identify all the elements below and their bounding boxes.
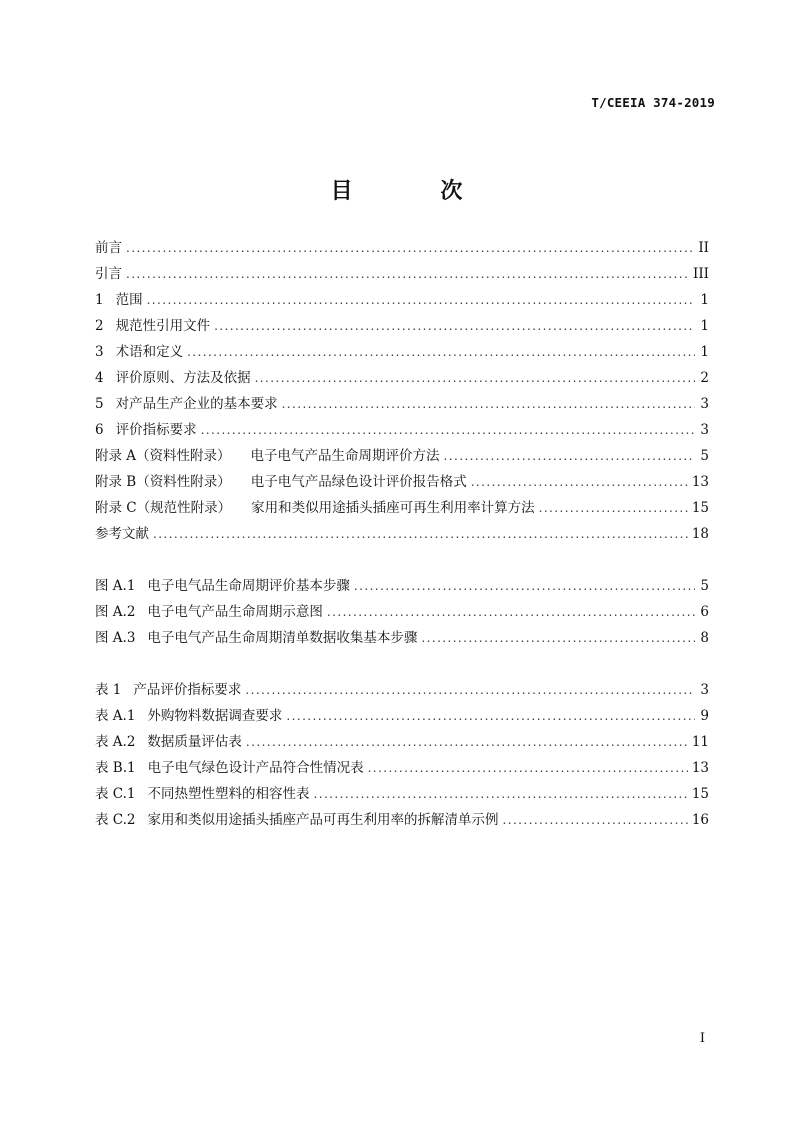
page-title: 目 次 — [330, 179, 503, 204]
entry-number: 表 B.1 — [95, 760, 136, 776]
toc-entry-references[interactable] — [95, 521, 709, 547]
toc-entry-introduction[interactable] — [95, 261, 709, 287]
dot-leader — [255, 365, 695, 391]
entry-page: 1 — [700, 318, 709, 334]
dot-leader — [126, 261, 689, 287]
dot-leader — [187, 339, 695, 365]
entry-number: 表 C.2 — [95, 812, 136, 828]
entry-text: 电子电气绿色设计产品符合性情况表 — [147, 760, 364, 776]
entry-number: 图 A.1 — [95, 578, 136, 594]
entry-text: 参考文献 — [95, 526, 149, 542]
toc-tables — [95, 677, 709, 833]
entry-page: 5 — [700, 578, 709, 594]
dot-leader — [153, 521, 688, 547]
entry-page: III — [693, 266, 709, 282]
entry-page: 16 — [691, 812, 709, 828]
entry-text: 电子电气产品绿色设计评价报告格式 — [250, 474, 467, 490]
entry-page: 13 — [691, 474, 709, 490]
entry-number: 表 A.1 — [95, 708, 136, 724]
dot-leader — [421, 625, 695, 651]
entry-page: 8 — [700, 630, 709, 646]
toc-entry-section-6[interactable] — [95, 417, 709, 443]
entry-text: 家用和类似用途插头插座产品可再生利用率的拆解清单示例 — [147, 812, 499, 828]
entry-text: 电子电气产品生命周期清单数据收集基本步骤 — [147, 630, 418, 646]
entry-page: 3 — [700, 396, 709, 412]
toc-entry-table-c1[interactable] — [95, 781, 709, 807]
entry-page: 9 — [700, 708, 709, 724]
toc-entry-appendix-c[interactable] — [95, 495, 709, 521]
entry-number: 图 A.3 — [95, 630, 136, 646]
entry-text: 外购物料数据调查要求 — [147, 708, 283, 724]
toc-entry-section-5[interactable] — [95, 391, 709, 417]
entry-page: 15 — [691, 500, 709, 516]
toc-entry-figure-a3[interactable] — [95, 625, 709, 651]
entry-page: 15 — [691, 786, 709, 802]
dot-leader — [354, 573, 695, 599]
entry-text: 电子电气产品生命周期评价方法 — [250, 448, 440, 464]
entry-page: 2 — [700, 370, 709, 386]
entry-text: 范围 — [115, 292, 143, 308]
toc-sections — [95, 235, 709, 547]
dot-leader — [286, 703, 695, 729]
entry-text: 引言 — [95, 266, 122, 282]
entry-number: 表 A.2 — [95, 734, 136, 750]
toc-entry-foreword[interactable] — [95, 235, 709, 261]
entry-text: 规范性引用文件 — [115, 318, 211, 334]
entry-page: 5 — [700, 448, 709, 464]
dot-leader — [126, 235, 694, 261]
entry-number: 2 — [95, 318, 104, 334]
toc-entry-section-1[interactable] — [95, 287, 709, 313]
entry-text: 家用和类似用途插头插座可再生利用率计算方法 — [251, 500, 535, 516]
entry-text: 产品评价指标要求 — [133, 682, 242, 698]
toc-entry-table-1[interactable] — [95, 677, 709, 703]
entry-text: 前言 — [95, 240, 122, 256]
entry-number: 3 — [95, 344, 104, 360]
entry-text: 电子电气品生命周期评价基本步骤 — [147, 578, 350, 594]
entry-page: II — [698, 240, 709, 256]
entry-page: 11 — [691, 734, 709, 750]
entry-number: 附录 C（规范性附录） — [95, 500, 232, 516]
dot-leader — [214, 313, 695, 339]
entry-text: 不同热塑性塑料的相容性表 — [147, 786, 310, 802]
entry-page: 1 — [700, 344, 709, 360]
entry-text: 电子电气产品生命周期示意图 — [147, 604, 323, 620]
toc-entry-table-a1[interactable] — [95, 703, 709, 729]
toc-entry-appendix-b[interactable] — [95, 469, 709, 495]
toc-entry-table-c2[interactable] — [95, 807, 709, 833]
toc-entry-table-a2[interactable] — [95, 729, 709, 755]
toc-entry-section-3[interactable] — [95, 339, 709, 365]
entry-page: 13 — [691, 760, 709, 776]
dot-leader — [471, 469, 688, 495]
dot-leader — [444, 443, 695, 469]
dot-leader — [539, 495, 688, 521]
document-code: T/CEEIA 374-2019 — [591, 95, 715, 110]
dot-leader — [245, 677, 695, 703]
dot-leader — [327, 599, 695, 625]
dot-leader — [503, 807, 688, 833]
entry-number: 5 — [95, 396, 104, 412]
entry-page: 6 — [700, 604, 709, 620]
entry-page: 18 — [691, 526, 709, 542]
entry-page: 3 — [700, 422, 709, 438]
entry-number: 表 C.1 — [95, 786, 136, 802]
toc-entry-section-4[interactable] — [95, 365, 709, 391]
dot-leader — [314, 781, 688, 807]
dot-leader — [282, 391, 695, 417]
entry-number: 附录 A（资料性附录） — [95, 448, 231, 464]
toc-figures — [95, 573, 709, 651]
toc-entry-appendix-a[interactable] — [95, 443, 709, 469]
dot-leader — [246, 729, 688, 755]
entry-text: 评价原则、方法及依据 — [115, 370, 251, 386]
entry-text: 数据质量评估表 — [147, 734, 242, 750]
entry-text: 对产品生产企业的基本要求 — [115, 396, 278, 412]
toc-entry-figure-a2[interactable] — [95, 599, 709, 625]
entry-page: 3 — [700, 682, 709, 698]
dot-leader — [368, 755, 688, 781]
entry-page: 1 — [700, 292, 709, 308]
entry-number: 图 A.2 — [95, 604, 136, 620]
entry-number: 4 — [95, 370, 104, 386]
page-number: I — [699, 1031, 705, 1046]
entry-number: 附录 B（资料性附录） — [95, 474, 231, 490]
dot-leader — [147, 287, 695, 313]
entry-number: 表 1 — [95, 682, 122, 698]
toc-entry-section-2[interactable] — [95, 313, 709, 339]
entry-text: 评价指标要求 — [115, 422, 197, 438]
entry-number: 1 — [95, 292, 104, 308]
entry-text: 术语和定义 — [115, 344, 184, 360]
toc-entry-figure-a1[interactable] — [95, 573, 709, 599]
entry-number: 6 — [95, 422, 104, 438]
dot-leader — [201, 417, 695, 443]
toc-entry-table-b1[interactable] — [95, 755, 709, 781]
